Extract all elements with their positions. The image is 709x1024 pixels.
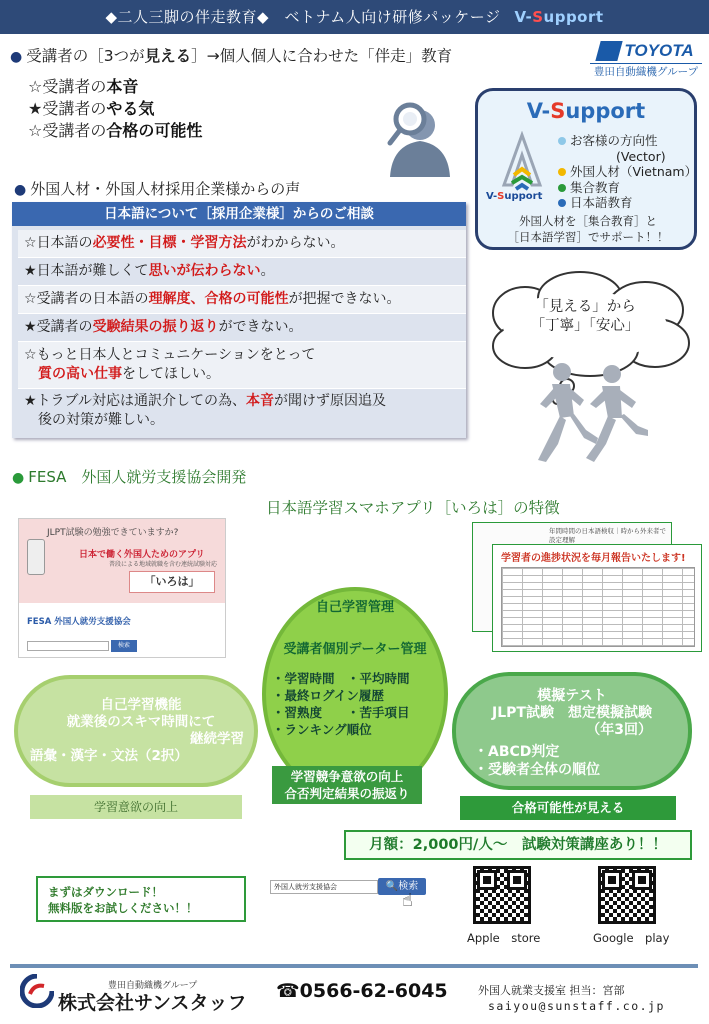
vsupport-box bbox=[475, 88, 697, 250]
qr-code-apple[interactable] bbox=[473, 866, 531, 924]
cloud-text: 「見える」から 「丁寧」「安心」 bbox=[530, 299, 640, 334]
header-banner bbox=[0, 0, 709, 34]
runners-icon bbox=[500, 360, 660, 470]
self-management-footer: 学習競争意欲の向上 合否判定結果の振返り bbox=[272, 766, 422, 804]
report-table-grid bbox=[501, 567, 695, 647]
section1-heading: ● 受講者の［3つが見える］→個人個人に合わせた「伴走」教育 bbox=[10, 47, 453, 65]
list-item: 集合教育 bbox=[558, 180, 694, 196]
sunstaff-logo-icon bbox=[20, 974, 54, 1008]
mock-test-list bbox=[474, 743, 600, 779]
self-management-title: 自己学習管理 bbox=[315, 600, 394, 615]
list-item: ・ABCD判定 bbox=[474, 744, 560, 760]
dot-icon bbox=[558, 137, 566, 145]
table-header: 日本語について［採用企業様］からのご相談 bbox=[12, 202, 466, 226]
list-item: ・学習時間 ・平均時間 bbox=[272, 671, 410, 686]
section2-heading: ● 外国人材・外国人材採用企業様からの声 bbox=[14, 180, 301, 198]
list-item: ・受験者全体の順位 bbox=[474, 762, 600, 778]
progress-report-image: 年間時間の日本語検収｜時から外来者で設定理解 学習者の進捗状況を毎月報告いたします! bbox=[472, 522, 706, 654]
email-address[interactable]: saiyou@sunstaff.co.jp bbox=[488, 999, 665, 1013]
table-row: ★受講者の受験結果の振り返りができない。 bbox=[18, 314, 466, 342]
phone-icon bbox=[27, 539, 45, 575]
consultation-table bbox=[12, 202, 466, 438]
dot-icon bbox=[558, 199, 566, 207]
dot-icon bbox=[558, 184, 566, 192]
list-item: ・習熟度 ・苦手項目 bbox=[272, 705, 410, 720]
hand-cursor-icon: ☝ bbox=[402, 890, 413, 911]
vsupport-logo-label: V-Support bbox=[486, 191, 543, 202]
app-title: 日本語学習スマホアプリ［いろは］の特徴 bbox=[266, 499, 560, 517]
self-management-list bbox=[272, 670, 410, 738]
price-banner: 月額：2,000円/人～ 試験対策講座あり！！ bbox=[344, 830, 692, 860]
mock-test-footer: 合格可能性が見える bbox=[460, 796, 676, 820]
table-row: ★トラブル対応は通訳介しての為、本音が聞けず原因追及 後の対策が難しい。 bbox=[24, 393, 387, 428]
search-button[interactable]: 🔍検索 bbox=[378, 878, 426, 895]
list-item: お客様の方向性 (Vector) bbox=[558, 133, 694, 164]
vsupport-feature-list bbox=[558, 133, 698, 211]
bullet-icon: ● bbox=[10, 49, 23, 65]
self-management-subtitle: 受講者個別データー管理 bbox=[283, 642, 427, 657]
self-study-text: 自己学習機能 就業後のスキマ時間にて 継続学習 語彙・漢字・文法（2択） bbox=[30, 697, 244, 764]
toyota-group-label: 豊田自動織機グループ bbox=[590, 63, 702, 79]
person-magnifier-icon bbox=[380, 95, 458, 177]
bullet-icon: ● bbox=[14, 182, 27, 198]
toyota-mark-icon bbox=[596, 41, 623, 61]
table-row: ☆受講者の日本語の理解度、合格の可能性が把握できない。 bbox=[18, 286, 466, 314]
list-item: 日本語教育 bbox=[558, 195, 694, 211]
phone-number: ☎0566-62-6045 bbox=[276, 980, 448, 1002]
table-row: ☆日本語の必要性・目標・学習方法がわからない。 bbox=[18, 230, 466, 258]
company-name: 株式会社サンスタッフ bbox=[58, 992, 247, 1014]
list-item: ☆受講者の本音 bbox=[28, 77, 139, 96]
apple-store-label: Apple store bbox=[467, 931, 541, 945]
list-item: ☆受講者の合格の可能性 bbox=[28, 121, 203, 140]
department-contact: 外国人就業支援室 担当：宮部 bbox=[478, 984, 625, 997]
list-item: ・ランキング順位 bbox=[272, 722, 372, 737]
search-input[interactable]: 外国人就労支援協会 bbox=[270, 880, 378, 894]
footer-divider bbox=[10, 964, 698, 968]
company-group: 豊田自動織機グループ bbox=[108, 981, 198, 991]
list-item: 外国人材（Vietnam） bbox=[558, 164, 694, 180]
toyota-logo: TOYOTA 豊田自動織機グループ bbox=[590, 40, 702, 82]
table-row: ★日本語が難しくて思いが伝わらない。 bbox=[18, 258, 466, 286]
vsupport-note: 外国人材を［集合教育］と ［日本語学習］でサポート！！ bbox=[507, 214, 669, 244]
bullet-icon: ● bbox=[12, 470, 25, 486]
self-study-footer: 学習意欲の向上 bbox=[30, 795, 242, 819]
list-item: ★受講者のやる気 bbox=[28, 99, 155, 118]
header-title: ◆二人三脚の伴走教育◆ ベトナム人向け研修パッケージ bbox=[105, 8, 501, 26]
qr-code-google[interactable] bbox=[598, 866, 656, 924]
dot-icon bbox=[558, 168, 566, 176]
google-play-label: Google play bbox=[593, 931, 670, 945]
download-callout: まずはダウンロード！ 無料版をお試しください！！ bbox=[36, 876, 246, 922]
list-item: ・最終ログイン履歴 bbox=[272, 688, 384, 703]
mock-test-title: 模擬テスト JLPT試験 想定模擬試験 （年3回） bbox=[492, 688, 652, 738]
app-promo-image: JLPT試験の勉強できていますか? 日本で働く外国人ためのアプリ 普段による地域就職を含む連続試験対応 「いろは」 FESA 外国人就労支援協会 検索 bbox=[18, 518, 226, 658]
fesa-heading: ● FESA 外国人就労支援協会開発 bbox=[12, 468, 247, 486]
three-visibles-list bbox=[28, 76, 202, 142]
header-brand: V-Support bbox=[514, 8, 604, 26]
table-row: ☆もっと日本人とコミュニケーションをとって 質の高い仕事をしてほしい。 bbox=[18, 342, 466, 389]
vsupport-title: V-Support bbox=[526, 99, 646, 123]
